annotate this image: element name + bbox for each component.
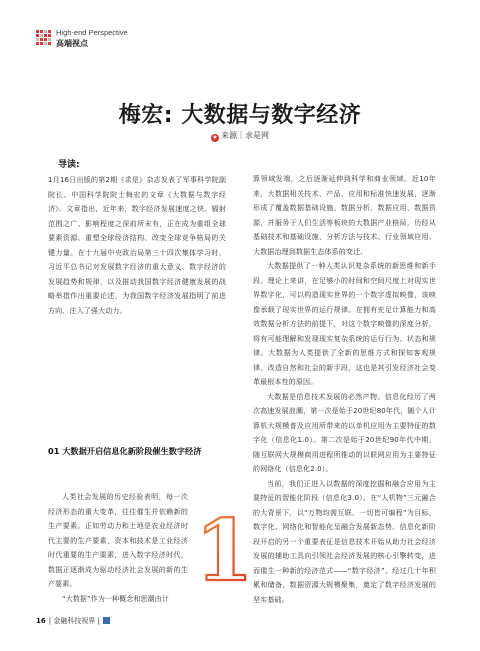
footer-square-icon <box>103 617 110 624</box>
source-badge-icon: ★ <box>212 134 218 141</box>
body-paragraph: “大数据”作为一种概念和思潮由计 <box>62 594 169 603</box>
body-paragraph: 大数据是信息技术发展的必然产物。信息化经历了两次高速发展浪潮，第一次是始于20世纪80年代，随个人计算机大规模普及应用所带来的以单机应用为主要特征的数字化（信息化1.0）。第二次是始于20世纪90年代中期，随互联网大规模商用进程所推动的以联网应用为主要特征的网络化（信息化2.0）。 <box>253 392 436 473</box>
header-chinese-label: 高端视点 <box>56 39 88 48</box>
article-source <box>0 130 480 142</box>
body-paragraph: 算领域发端，之后逐渐延伸到科学和商业领域。近10年来，大数据相关技术、产品、应用和标准快速发展，逐渐形成了覆盖数据基础设施、数据分析、数据应用、数据资源，并服务于人们生活等板块的大数据产业格局，历经从基础技术和基础设施、分析方法与技术、行业领域应用、大数据治理到数据生态体系的变迁。 <box>253 175 436 256</box>
lead-heading: 导读: <box>58 160 80 170</box>
body-paragraph: 当前，我们正进入以数据的深度挖掘和融合应用为主要特征的智能化阶段（信息化3.0）。在“人机物”三元融合的大背景下，以“万物均需互联、一切皆可编程”为目标，数字化、网络化和智能化呈融合发展新态势。信息化新阶段开启的另一个重要表征是信息技术开始从助力社会经济发展的辅助工具向引领社会经济发展的核心引擎转变，进而催生一种新的经济范式——“数字经济”。经过几十年积累和储备，数据资源大规模聚集，奠定了数字经济发展的坚实基础。 <box>253 479 436 604</box>
article-title: 梅宏: 大数据与数字经济 <box>118 103 362 128</box>
section-number-graphic <box>193 501 254 600</box>
page-number: 16 <box>36 617 46 625</box>
lead-block <box>48 157 226 318</box>
header-logo-icon <box>36 30 52 46</box>
magazine-name: 金融科技视界 <box>53 617 96 625</box>
section-heading: 01 大数据开启信息化新阶段催生数字经济 <box>48 446 202 456</box>
lead-text: 1月16日出版的第2期《求是》杂志发表了军事科学院副院长、中国科学院院士梅宏的文章《大数据与数字经济》。文章指出，近年来，数字经济发展速度之快、辐射范围之广、影响程度之深前所未有，正在成为重组全球要素资源、重塑全球经济结构、改变全球竞争格局的关键力量。在十九届中央政治局第三十四次集体学习时，习近平总书记对发展数字经济的重大意义、数字经济的发展趋势和规律，以及推动我国数字经济健康发展的战略举措作出重要论述，为我国数字经济发展指明了前进方向、注入了强大动力。 <box>48 176 226 315</box>
header-english-label: High-end Perspective <box>56 28 128 37</box>
left-body <box>48 490 188 606</box>
right-body <box>253 172 436 607</box>
body-paragraph: 大数据提供了一种人类认识复杂系统的新思维和新手段。理论上来讲，在足够小的时间和空间尺度上对现实世界数字化，可以构造现实世界的一个数字虚拟映像，该映像承载了现实世界的运行规律。在拥有充足计算能力和高效数据分析方法的前提下，对这个数字映像的深度分析，将有可能理解和发现现实复杂系统的运行行为、状态和规律。大数据为人类提供了全新的思维方式和探知客观规律、改造自然和社会的新手段，这也是其引发经济社会变革最根本性的原因。 <box>253 262 436 386</box>
body-paragraph: 人类社会发展的历史经验表明，每一次经济形态的重大变革，往往催生并依赖新的生产要素。正如劳动力和土地是农业经济时代主要的生产要素，资本和技术是工业经济时代重要的生产要素，进入数字经济时代，数据正逐渐成为驱动经济社会发展的新的生产要素。 <box>48 493 188 588</box>
page-footer: 16 | 金融科技视界 | <box>36 616 110 626</box>
source-text: 来源｜求是网 <box>221 131 269 140</box>
section-number: 1 <box>195 501 254 600</box>
